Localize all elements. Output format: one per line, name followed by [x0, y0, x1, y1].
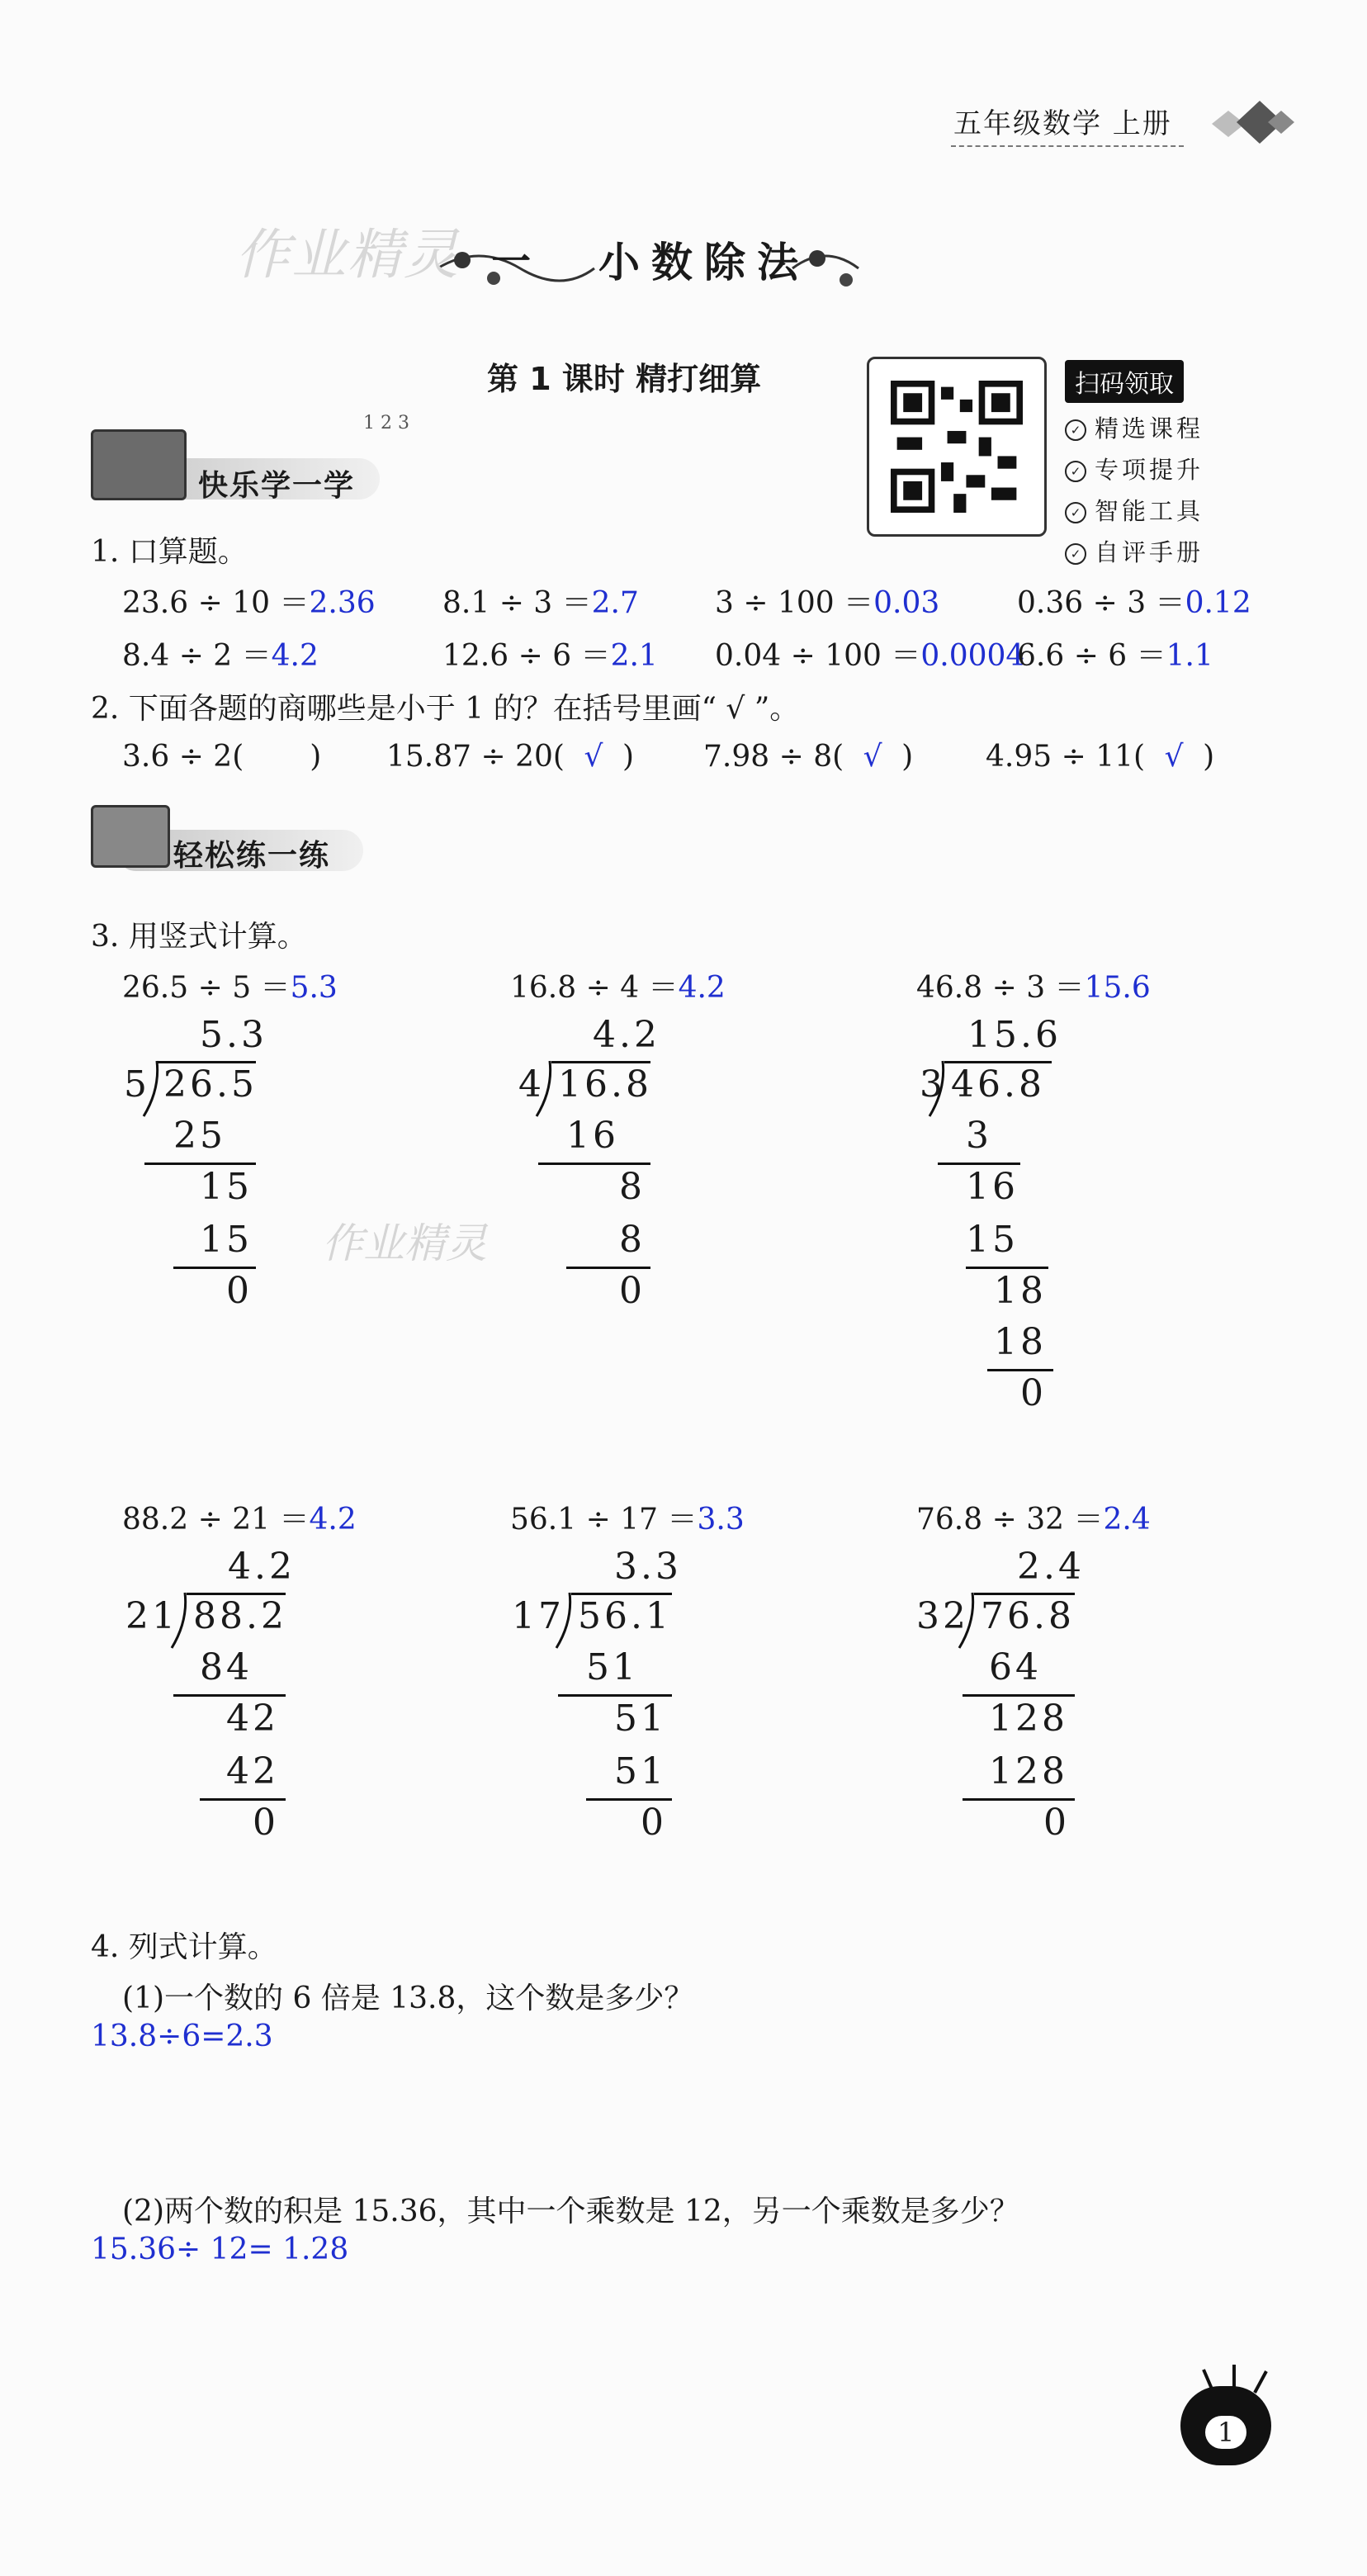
lesson-title: 第 1 课时 精打细算	[487, 361, 762, 397]
unit-number: 一	[491, 239, 532, 285]
q4-prompt: 4. 列式计算。	[91, 1930, 277, 1964]
section-title-practice: 轻松练一练	[173, 839, 331, 873]
check-circle-icon: ✓	[1065, 461, 1086, 482]
q1-item: 8.4 ÷ 2 ＝4.2	[122, 639, 319, 673]
check-circle-icon: ✓	[1065, 543, 1086, 565]
q1-item: 23.6 ÷ 10 ＝2.36	[122, 586, 376, 620]
q1-item: 3 ÷ 100 ＝0.03	[715, 586, 940, 620]
page-number: 1	[1205, 2416, 1246, 2449]
q3-equation: 16.8 ÷ 4 ＝4.2	[510, 971, 726, 1005]
q1-item: 0.36 ÷ 3 ＝0.12	[1017, 586, 1251, 620]
qr-item: ✓ 精选课程	[1065, 410, 1204, 444]
header-divider	[951, 145, 1184, 147]
q2-item: 4.95 ÷ 11( √ )	[986, 740, 1215, 774]
q2-item: 15.87 ÷ 20( √ )	[386, 740, 635, 774]
q4-sub2-text: (2)两个数的积是 15.36，其中一个乘数是 12，另一个乘数是多少？	[122, 2195, 1019, 2228]
section-title-learn: 快乐学一学	[198, 469, 356, 503]
qr-menu	[1065, 360, 1204, 568]
q2-item: 3.6 ÷ 2( )	[122, 740, 322, 774]
chalkboard-icon	[91, 429, 187, 500]
book-header: 五年级数学 上册	[953, 107, 1172, 140]
q4-sub1-text: (1)一个数的 6 倍是 13.8，这个数是多少？	[122, 1982, 694, 2015]
division-bracket-icon	[535, 1060, 553, 1118]
calculator-icon	[91, 805, 170, 868]
division-bracket-icon	[170, 1592, 188, 1650]
q3-equation: 76.8 ÷ 32 ＝2.4	[916, 1503, 1151, 1537]
section-deco-numbers: 1 2 3	[363, 413, 409, 433]
q4-sub1-answer: 13.8÷6=2.3	[91, 2020, 273, 2053]
q3-equation: 56.1 ÷ 17 ＝3.3	[510, 1503, 745, 1537]
division-bracket-icon	[928, 1060, 946, 1118]
watermark: 作业精灵	[235, 223, 460, 286]
q3-equation: 88.2 ÷ 21 ＝4.2	[122, 1503, 357, 1537]
q2-item: 7.98 ÷ 8( √ )	[703, 740, 914, 774]
q3-prompt: 3. 用竖式计算。	[91, 920, 307, 954]
q3-equation: 26.5 ÷ 5 ＝5.3	[122, 971, 338, 1005]
check-circle-icon: ✓	[1065, 419, 1086, 441]
q1-item: 8.1 ÷ 3 ＝2.7	[442, 586, 639, 620]
qr-item: ✓ 智能工具	[1065, 493, 1204, 527]
qr-item: ✓ 自评手册	[1065, 534, 1204, 568]
qr-item: ✓ 专项提升	[1065, 452, 1204, 485]
q1-item: 0.04 ÷ 100 ＝0.0004	[715, 639, 1025, 673]
q3-equation: 46.8 ÷ 3 ＝15.6	[916, 971, 1151, 1005]
q1-item: 12.6 ÷ 6 ＝2.1	[442, 639, 658, 673]
scan-claim-label[interactable]: 扫码领取	[1065, 360, 1184, 403]
diamond-ornament-icon	[1195, 89, 1303, 155]
q1-item: 6.6 ÷ 6 ＝1.1	[1017, 639, 1213, 673]
division-bracket-icon	[958, 1592, 976, 1650]
division-bracket-icon	[555, 1592, 573, 1650]
division-bracket-icon	[142, 1060, 160, 1118]
qr-code[interactable]	[867, 357, 1047, 537]
q2-prompt: 2. 下面各题的商哪些是小于 1 的？在括号里画“ √ ”。	[91, 692, 800, 726]
q1-prompt: 1. 口算题。	[91, 535, 248, 569]
qr-code-icon	[891, 381, 1023, 513]
unit-title: 小数除法	[598, 238, 810, 286]
q4-sub2-answer: 15.36÷ 12= 1.28	[91, 2233, 349, 2266]
watermark-mid: 作业精灵	[322, 1219, 487, 1267]
check-circle-icon: ✓	[1065, 502, 1086, 523]
